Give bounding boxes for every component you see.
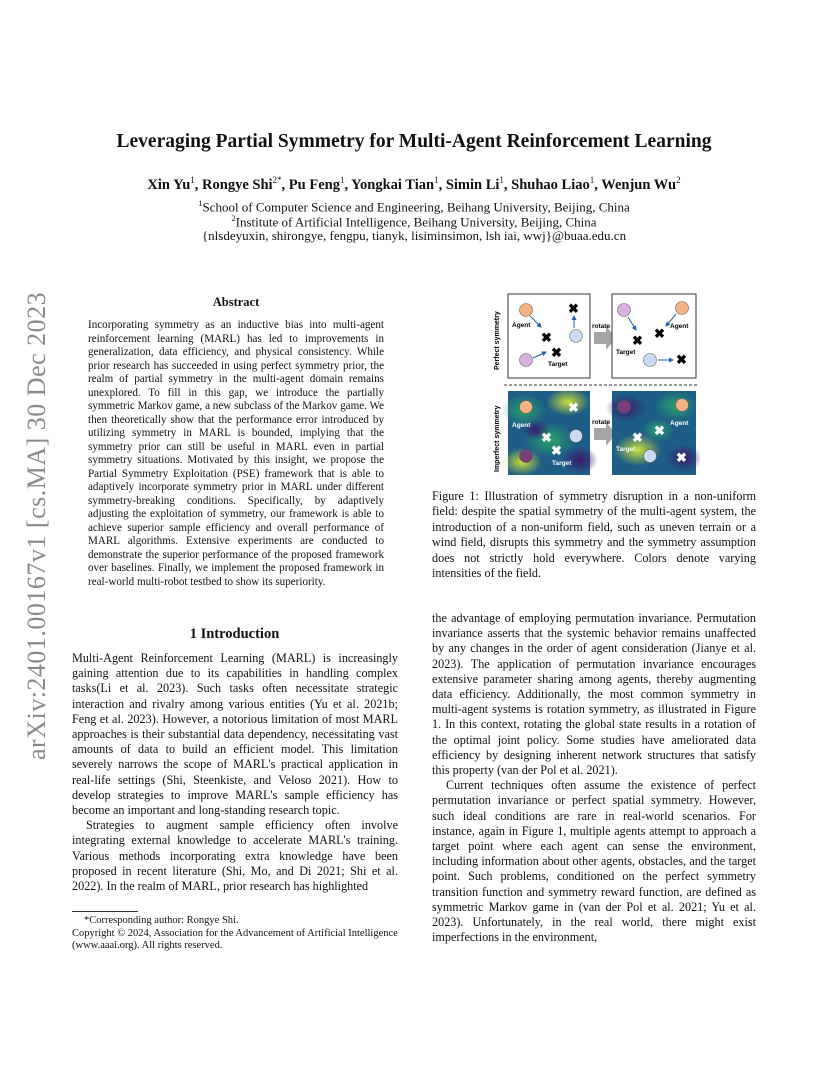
figure-1 <box>488 290 700 476</box>
panel-imperfect-rotated <box>606 390 700 475</box>
target-label: Target <box>616 349 636 356</box>
cross-icon: ✖ <box>632 430 643 445</box>
abstract-heading: Abstract <box>212 295 260 309</box>
cross-icon: ✖ <box>654 326 665 341</box>
author-name: Rongye Shi$^{2*}$ <box>202 175 282 193</box>
figure-1-caption: Figure 1: Illustration of symmetry disruption in a non-uniform field: despite the spatial symmetry of the multi-agent system, the introduction of a non-uniform field, such as uneven terrain or a wind field, disrupts this symmetry and the symmetry assumption does not strictly hold everywhere. Colors denote varying intensities of the field. <box>432 489 756 581</box>
arxiv-identifier: arXiv:2401.00167v1 [cs.MA] 30 Dec 2023 <box>22 291 51 760</box>
target-label: Target <box>548 361 568 368</box>
abstract-text: Incorporating symmetry as an inductive bias into multi-agent reinforcement learning (MARL) has led to improvements in generalization, data efficiency, and physical consistency. While prior research has succeeded in using perfect symmetry prior, the realm of partial symmetry in the multi-agent domain remains unexplored. To fill in this gap, we introduce the partially symmetric Markov game, a new subclass of the Markov game. We then theoretically show that the performance error introduced by utilizing symmetry in MARL is bounded, implying that the symmetry prior can still be useful in MARL even in partial symmetry situations. Motivated by this insight, we propose the Partial Symmetry Exploitation (PSE) framework that is able to adaptively incorporate symmetry prior in MARL under different symmetry-breaking conditions. Specifically, by adaptively adjusting the exploitation of symmetry, our framework is able to achieve superior sample efficiency and overall performance of MARL algorithms. Extensive experiments are conducted to demonstrate the superior performance of the proposed framework over baselines. Finally, we implement the proposed framework in real-world multi-robot testbed to show its superiority. <box>88 319 384 588</box>
introduction-heading: 1 Introduction <box>189 626 280 642</box>
target-label: Target <box>616 446 636 453</box>
cross-icon: ✖ <box>568 301 579 316</box>
imperfect-symmetry-label: Imperfect symmetry <box>494 405 501 472</box>
cross-icon: ✖ <box>541 430 552 445</box>
author-emails: {nlsdeyuxin, shirongye, fengpu, tianyk, lisiminsimon, lsh iai, wwj}@buaa.edu.cn <box>201 228 627 243</box>
affiliation-2: $^2$Institute of Artificial Intelligence, Beihang University, Beijing, China <box>231 213 597 230</box>
agent-label: Agent <box>670 323 689 330</box>
rotate-label: rotate <box>592 323 611 330</box>
right-paragraph-1: the advantage of employing permutation invariance. Permutation invariance asserts that the systemic behavior remains unaffected by any changes in the order of agent consideration (Jianye et al. 2023). The application of permutation invariance encourages extensive parameter sharing among agents, thereby augmenting data efficiency. Additionally, the most common symmetry in multi-agent systems is rotation symmetry, as illustrated in Figure 1. In this context, rotating the global state results in a rotation of the optimal joint policy. Some studies have ameliorated data efficiency by designing inherent network structures that satisfy this property (van der Pol et al. 2021). <box>432 611 756 778</box>
author-name: Yongkai Tian$^1$ <box>351 175 439 193</box>
cross-icon: ✖ <box>551 345 562 360</box>
author-name: Simin Li$^1$ <box>445 175 504 193</box>
introduction-text <box>72 651 398 894</box>
panel-perfect-rotated <box>612 294 696 378</box>
cross-icon: ✖ <box>632 333 643 348</box>
intro-paragraph-1: Multi-Agent Reinforcement Learning (MARL) is increasingly gaining attention due to its capabilities in handling complex tasks(Li et al. 2023). Such tasks often necessitate strategic interaction and rivalry among various entities (Yu et al. 2021b; Feng et al. 2023). However, a notorious limitation of most MARL approaches is their substantial data dependency, necessitating vast amounts of data to build an efficient model. This limitation severely narrows the scope of MARL's practical application in real-life settings (Shi, Steenkiste, and Veloso 2021). How to develop strategies to improve MARL's sample efficiency has become an important and long-standing research topic. <box>72 651 398 818</box>
author-name: Shuhao Liao$^1$ <box>511 175 595 193</box>
affiliation-1: $^1$School of Computer Science and Engineering, Beihang University, Beijing, China <box>198 198 630 215</box>
cross-icon: ✖ <box>676 450 687 465</box>
author-name: Wenjun Wu$^2$ <box>601 175 681 193</box>
target-label: Target <box>552 460 572 467</box>
cross-icon: ✖ <box>568 400 579 415</box>
author-list: Xin Yu$^1$, Rongye Shi$^{2*}$, Pu Feng$^1$, Yongkai Tian$^1$, Simin Li$^1$, Shuhao Liao$^1$, Wenjun Wu$^2$ <box>147 175 681 193</box>
cross-icon: ✖ <box>654 423 665 438</box>
footnote-corresponding: *Corresponding author: Rongye Shi. <box>84 915 239 926</box>
author-name: Xin Yu$^1$ <box>147 175 195 193</box>
paper-title: Leveraging Partial Symmetry for Multi-Agent Reinforcement Learning <box>116 131 712 152</box>
panel-perfect-original <box>508 294 590 378</box>
agent-label: Agent <box>670 420 689 427</box>
cross-icon: ✖ <box>541 330 552 345</box>
author-name: Pu Feng$^1$ <box>288 175 345 193</box>
panel-imperfect-original <box>502 388 598 476</box>
cross-icon: ✖ <box>676 352 687 367</box>
intro-paragraph-2: Strategies to augment sample efficiency often involve integrating external knowledge to accelerate MARL's training. Various methods incorporating extra knowledge have been proposed in recent literature (Shi, Mo, and Di 2021; Shi et al. 2022). In the realm of MARL, prior research has highlighted <box>72 818 398 894</box>
right-paragraph-2: Current techniques often assume the existence of perfect permutation invariance or perfect spatial symmetry. However, such ideal conditions are rare in real-world scenarios. For instance, again in Figure 1, multiple agents attempt to approach a target point where each agent can sense the environment, including information about other agents, obstacles, and the target point. Such problems, conditioned on the perfect symmetry transition function and symmetry reward function, are defined as symmetric Markov game in (van der Pol et al. 2021; Yu et al. 2023). Unfortunately, in the real world, there might exist imperfections in the environment, <box>432 778 756 945</box>
agent-label: Agent <box>512 322 531 329</box>
perfect-symmetry-label: Perfect symmetry <box>494 311 501 370</box>
agent-label: Agent <box>512 422 531 429</box>
footnotes <box>72 915 402 953</box>
footnote-copyright: Copyright © 2024, Association for the Advancement of Artificial Intelligence (www.aaai.org). All rights reserved. <box>72 927 398 951</box>
cross-icon: ✖ <box>551 443 562 458</box>
footnote-rule <box>72 911 138 912</box>
rotate-label: rotate <box>592 419 611 426</box>
right-column-text <box>432 611 756 945</box>
